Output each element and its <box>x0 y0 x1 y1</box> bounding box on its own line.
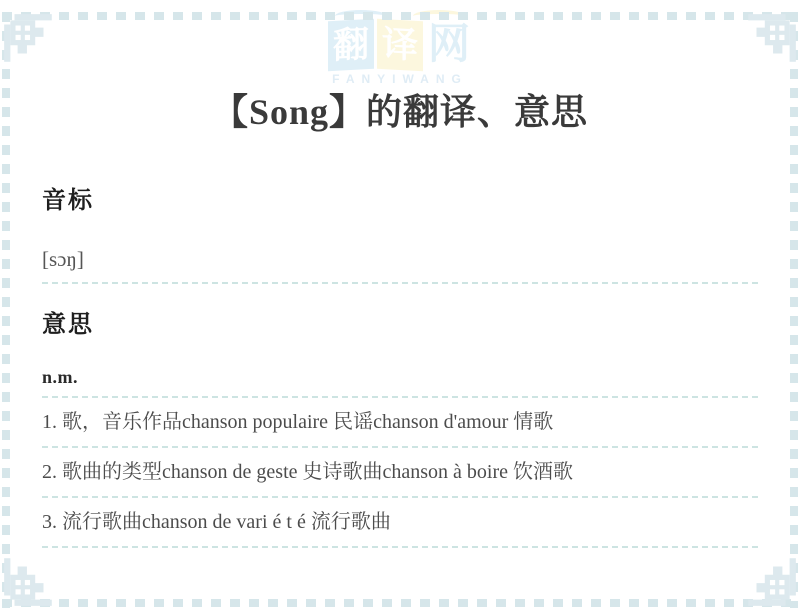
page-title: 【Song】的翻译、意思 <box>211 92 589 132</box>
phonetic-value: [sɔŋ] <box>42 247 84 271</box>
corner-ornament-icon <box>742 552 800 610</box>
corner-ornament-icon <box>0 10 58 68</box>
page-border-bottom <box>2 599 798 607</box>
corner-ornament-icon <box>742 10 800 68</box>
page-border-top <box>2 12 798 20</box>
phonetic-heading: 音标 <box>42 188 94 214</box>
definition-item: 2. 歌曲的类型chanson de geste 史诗歌曲chanson à boire 饮酒歌 <box>42 448 758 498</box>
meaning-heading: 意思 <box>42 312 94 338</box>
definition-item: 3. 流行歌曲chanson de vari é t é 流行歌曲 <box>42 498 758 548</box>
logo-char: 网 <box>427 22 470 68</box>
definition-list <box>42 398 758 548</box>
definition-item: 1. 歌，音乐作品chanson populaire 民谣chanson d'amour 情歌 <box>42 398 758 448</box>
corner-ornament-icon <box>0 552 58 610</box>
logo-book-icon <box>328 20 472 70</box>
part-of-speech: n.m. <box>42 367 79 387</box>
divider <box>42 282 758 284</box>
logo-char: 翻 <box>328 19 374 71</box>
entry-card <box>0 90 800 548</box>
logo-char: 译 <box>377 19 423 71</box>
site-logo <box>0 10 800 86</box>
logo-caption: FANYIWANG <box>332 72 468 86</box>
